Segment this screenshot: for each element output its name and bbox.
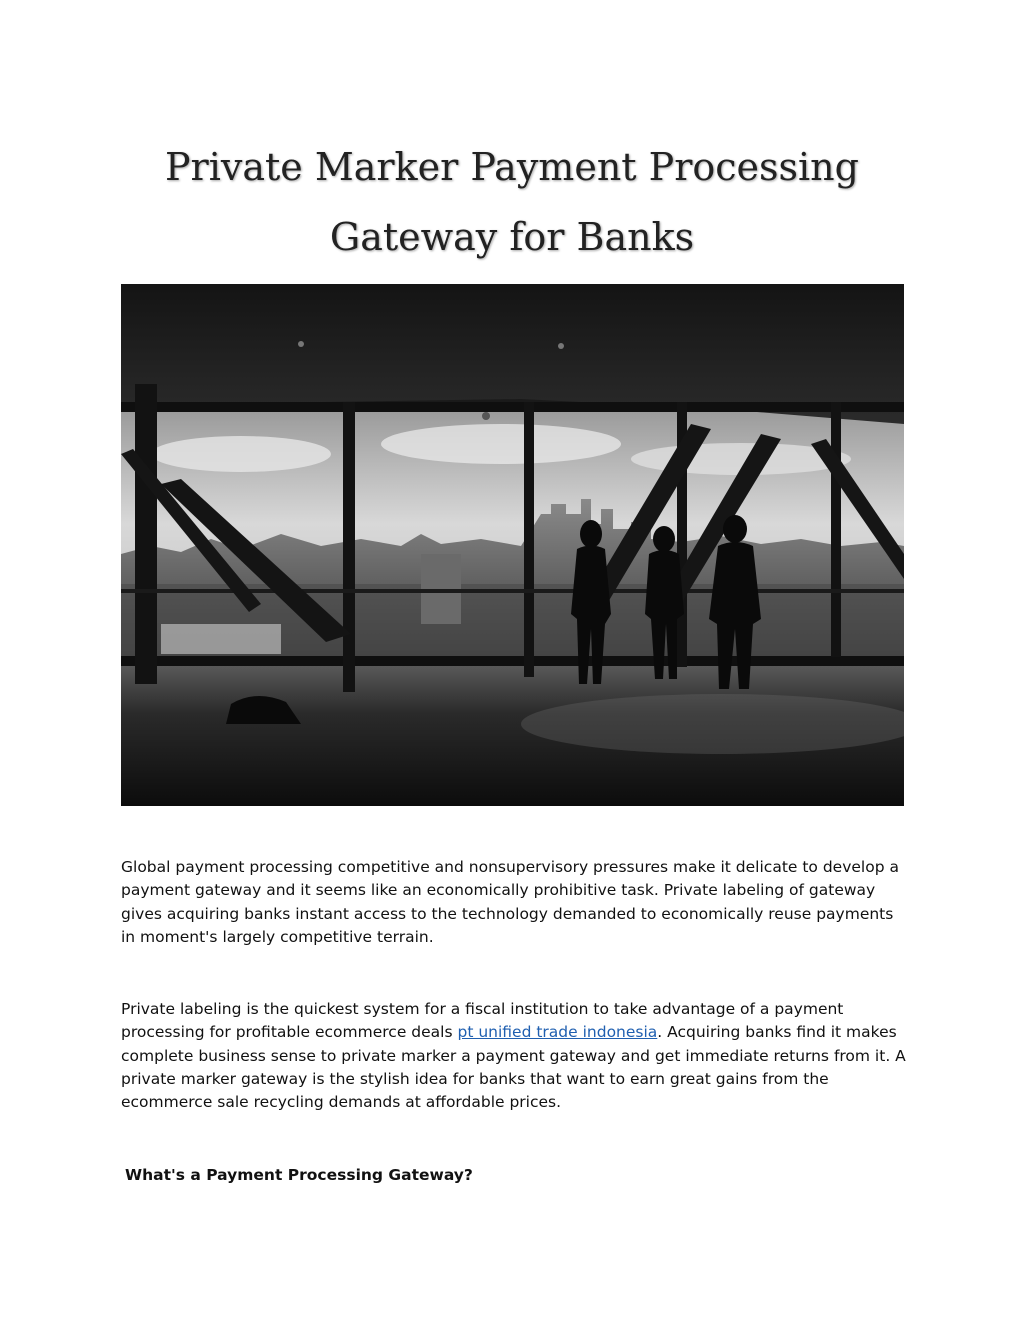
page-title-line-1: Private Marker Payment Processing [164, 145, 859, 189]
page-title [0, 132, 1024, 272]
section-heading: What's a Payment Processing Gateway? [125, 1166, 473, 1184]
pt-unified-trade-indonesia-link[interactable]: pt unified trade indonesia [457, 1023, 658, 1042]
intro-paragraph: Global payment processing competitive and nonsupervisory pressures make it delicate to develop a payment gateway and it seems like an economically prohibitive task. Private labeling of gateway gives acquiring banks instant access to the technology demanded to economically reuse payments in moment's largely competitive terrain. [121, 858, 899, 946]
private-labeling-paragraph [121, 998, 911, 1114]
office-window-photo [121, 284, 904, 806]
page-title-line-2: Gateway for Banks [329, 215, 695, 259]
paragraph-text-before-link: Private labeling is the quickest system for a fiscal institution to take advantage of a payment processing for profitable ecommerce deals [121, 1000, 844, 1042]
paragraph-text-after-link: . Acquiring banks find it makes complete business sense to private marker a payment gateway and get immediate returns from it. A private marker gateway is the stylish idea for banks that want to earn great gains from the ecommerce sale recycling demands at affordable prices. [121, 1023, 906, 1112]
